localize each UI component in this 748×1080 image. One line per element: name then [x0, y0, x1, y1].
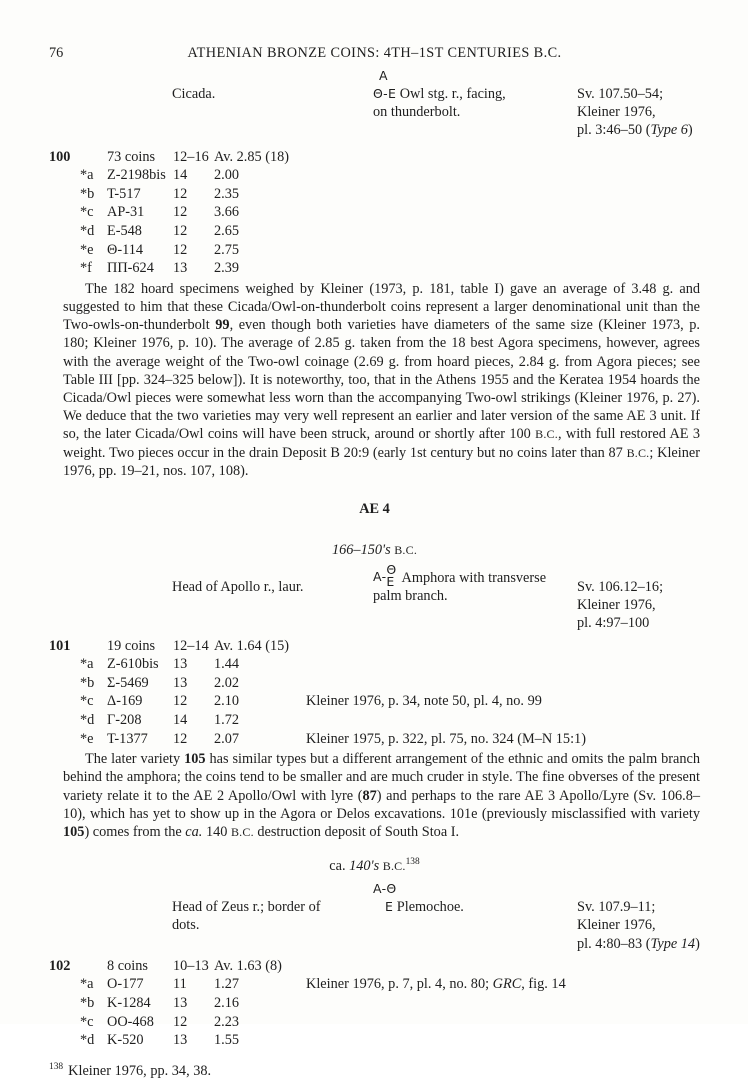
- row-reference: [306, 185, 700, 204]
- catalogue-entry-101: [49, 637, 700, 749]
- diameter-range: 12–14: [173, 637, 209, 654]
- row-letter: *a: [80, 656, 94, 673]
- row-reference: [306, 259, 700, 278]
- inventory-id: AP-31: [107, 204, 145, 221]
- diameter: 12: [173, 730, 188, 747]
- weight: 1.44: [214, 656, 240, 673]
- weight: 2.23: [214, 1013, 240, 1030]
- row-letter: *e: [80, 241, 94, 258]
- row-reference: [306, 711, 700, 730]
- weight: 3.66: [214, 204, 240, 221]
- reference-citation: Sv. 107.9–11; Kleiner 1976, pl. 4:80–83 (Type 14): [577, 899, 700, 952]
- entry-number: 101: [49, 637, 71, 654]
- row-reference: [306, 1031, 700, 1050]
- reference-citation: Sv. 106.12–16; Kleiner 1976, pl. 4:97–100: [577, 579, 664, 632]
- weight: 2.35: [214, 185, 240, 202]
- coin-legend-a: A: [379, 68, 388, 83]
- inventory-id: ΠΠ-624: [107, 260, 154, 277]
- discussion-paragraph-1: The 182 hoard specimens weighed by Kleiner (1973, p. 181, table I) gave an average of 3.48 g. and suggested to him that these Cicada/Owl-on-thunderbolt coins represent a larger denominational unit than the Two-owls-on-thunderbolt 99, even though both varieties have diameters of the same size (Kleiner 1973, p. 180; Kleiner 1976, p. 10). The average of 2.85 g. taken from the 18 best Agora specimens, however, agrees with the average weight of the Two-owl coinage (2.69 g. from hoard pieces, 2.84 g. from Agora pieces; see Table III [pp. 324–325 below]). It is noteworthy, too, that in the Athens 1955 and the Keratea 1954 hoards the Cicada/Owl pieces were somewhat less worn than the accompanying Two-owl strikings (Kleiner 1976, p. 27). We deduce that the two varieties may very well represent an earlier and later version of the same AE 3 unit. If so, the later Cicada/Owl coins will have been struck, around or shortly after 100 B.C., with full restored AE 3 weight. Two pieces occur in the drain Deposit B 20:9 (early 1st century but no coins later than 87 B.C.; Kleiner 1976, pp. 19–21, nos. 107, 108).: [63, 280, 700, 479]
- page-number: 76: [49, 45, 64, 61]
- type-description-101: [49, 564, 700, 633]
- diameter: 12: [173, 693, 188, 710]
- reverse-description: A Θ-E Owl stg. r., facing, on thunderbolt.: [373, 68, 506, 121]
- inventory-id: O-177: [107, 976, 144, 993]
- row-reference: Kleiner 1976, p. 34, note 50, pl. 4, no. 99: [306, 693, 542, 710]
- coin-count: 8 coins: [107, 957, 148, 974]
- weight: 2.00: [214, 167, 240, 184]
- row-reference: [306, 222, 700, 241]
- row-letter: *b: [80, 994, 95, 1011]
- inventory-id: Z-2198bis: [107, 167, 166, 184]
- inventory-id: T-517: [107, 185, 141, 202]
- row-letter: *d: [80, 711, 95, 728]
- section-heading-ae4: AE 4: [359, 501, 390, 517]
- discussion-paragraph-2: The later variety 105 has similar types but a different arrangement of the ethnic and omits the palm branch behind the amphora; the coins tend to be smaller and are much cruder in style. The fine obverses of the present variety relate it to the AE 2 Apollo/Owl with lyre (87) and perhaps to the rare AE 3 Apollo/Lyre (Sv. 106.8–10), which has yet to show up in the Agora or Delos excavations. 101e (previously misclassified with variety 105) comes from the ca. 140 B.C. destruction deposit of South Stoa I.: [63, 751, 701, 840]
- inventory-id: Z-610bis: [107, 656, 159, 673]
- diameter: 12: [173, 241, 188, 258]
- row-reference: [306, 166, 700, 185]
- inventory-id: E-548: [107, 222, 142, 239]
- row-letter: *d: [80, 1032, 95, 1049]
- coin-count: 19 coins: [107, 637, 156, 654]
- diameter: 12: [173, 204, 188, 221]
- coin-legend-a-prefix: A-: [373, 568, 387, 584]
- row-letter: *a: [80, 976, 94, 993]
- obverse-description: Head of Zeus r.; border of dots.: [172, 899, 321, 934]
- weight: 2.39: [214, 260, 240, 277]
- weight: 1.72: [214, 711, 240, 728]
- row-letter: *c: [80, 693, 94, 710]
- diameter: 11: [173, 976, 187, 993]
- obverse-description: Head of Apollo r., laur.: [172, 579, 304, 595]
- row-letter: *f: [80, 260, 92, 277]
- weight: 2.65: [214, 222, 240, 239]
- inventory-id: Γ-208: [107, 711, 142, 728]
- footnote-138: $^{138}$ Kleiner 1976, pp. 34, 38.: [49, 1062, 212, 1079]
- catalogue-entry-102: [49, 957, 700, 1050]
- row-reference: [306, 674, 700, 693]
- diameter-range: 12–16: [173, 148, 209, 165]
- weight: 2.02: [214, 674, 240, 691]
- inventory-id: Θ-114: [107, 241, 144, 258]
- type-description-100: [49, 67, 700, 140]
- coin-legend-e: E: [385, 899, 394, 915]
- row-letter: *d: [80, 222, 95, 239]
- diameter: 13: [173, 674, 188, 691]
- catalogue-entry-100: [49, 148, 700, 278]
- inventory-id: Δ-169: [107, 693, 143, 710]
- diameter: 14: [173, 167, 188, 184]
- diameter: 13: [173, 656, 188, 673]
- row-letter: *b: [80, 185, 95, 202]
- row-reference: [306, 241, 700, 260]
- average-weight: Av. 2.85 (18): [214, 148, 290, 165]
- diameter-range: 10–13: [173, 957, 209, 974]
- date-heading-140s: ca. 140's B.C.$^{138}$: [329, 857, 420, 875]
- row-reference: [306, 994, 700, 1013]
- weight: 1.27: [214, 976, 240, 993]
- row-reference: Kleiner 1975, p. 322, pl. 75, no. 324 (M–N 15:1): [306, 730, 586, 747]
- diameter: 13: [173, 994, 188, 1011]
- row-reference: [306, 655, 700, 674]
- type-description-102: [49, 880, 700, 953]
- page-title: ATHENIAN BRONZE COINS: 4TH–1ST CENTURIES B.C.: [187, 45, 562, 61]
- inventory-id: OO-468: [107, 1013, 154, 1030]
- diameter: 13: [173, 260, 188, 277]
- inventory-id: T-1377: [107, 730, 148, 747]
- entry-number: 102: [49, 957, 71, 974]
- inventory-id: Σ-5469: [107, 674, 149, 691]
- reverse-description: A-Θ E Plemochoe.: [373, 881, 464, 916]
- reverse-description: A- Θ E Amphora with transverse palm branch.: [373, 562, 547, 604]
- coin-legend-theta-e: Θ-E: [373, 86, 397, 102]
- obverse-description: Cicada.: [172, 86, 216, 102]
- coin-count: 73 coins: [107, 148, 156, 165]
- reference-citation: Sv. 107.50–54; Kleiner 1976, pl. 3:46–50 (Type 6): [577, 86, 693, 139]
- average-weight: Av. 1.64 (15): [214, 637, 290, 654]
- diameter: 14: [173, 711, 188, 728]
- weight: 2.75: [214, 241, 240, 258]
- coin-legend-a-theta: A-Θ: [373, 881, 397, 897]
- diameter: 12: [173, 222, 188, 239]
- weight: 2.07: [214, 730, 240, 747]
- diameter: 12: [173, 1013, 188, 1030]
- diameter: 12: [173, 185, 188, 202]
- average-weight: Av. 1.63 (8): [214, 957, 282, 974]
- entry-number: 100: [49, 148, 71, 165]
- weight: 2.16: [214, 994, 240, 1011]
- row-letter: *b: [80, 674, 95, 691]
- row-letter: *e: [80, 730, 94, 747]
- row-letter: *c: [80, 204, 94, 221]
- row-letter: *c: [80, 1013, 94, 1030]
- diameter: 13: [173, 1032, 188, 1049]
- inventory-id: K-1284: [107, 994, 151, 1011]
- weight: 2.10: [214, 693, 240, 710]
- row-letter: *a: [80, 167, 94, 184]
- running-head: [49, 0, 700, 63]
- date-heading-166-150s: 166–150's B.C.: [331, 542, 418, 558]
- row-reference: [306, 203, 700, 222]
- row-reference: Kleiner 1976, p. 7, pl. 4, no. 80; GRC, fig. 14: [306, 976, 566, 993]
- coin-legend-stack: Θ E: [386, 562, 397, 589]
- weight: 1.55: [214, 1032, 240, 1049]
- row-reference: [306, 1013, 700, 1032]
- inventory-id: K-520: [107, 1032, 144, 1049]
